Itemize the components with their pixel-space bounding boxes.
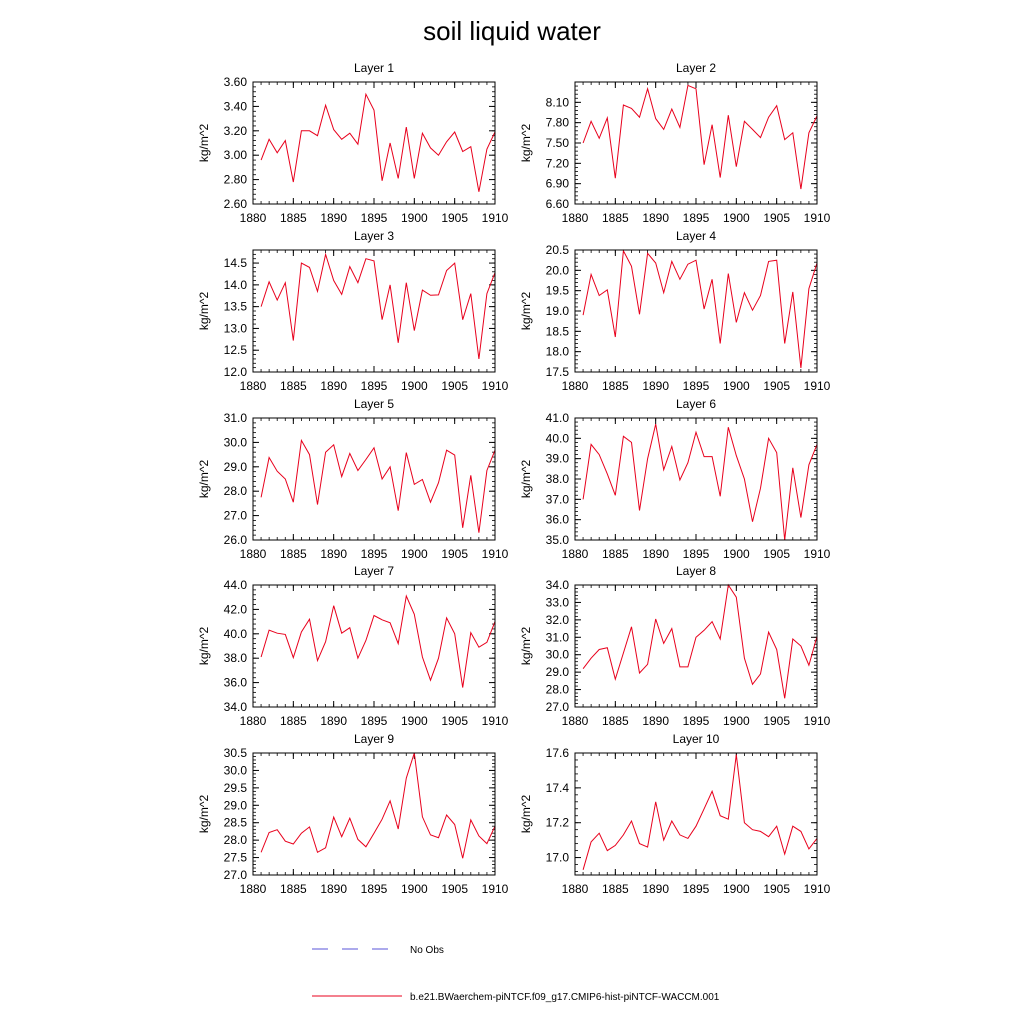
chart-1-ylabel: kg/m^2	[197, 123, 211, 163]
chart-8-y-tick-label: 30.0	[545, 647, 569, 662]
chart-3-panel	[197, 229, 509, 393]
chart-6-frame	[575, 418, 817, 540]
chart-10-y-tick-label: 17.4	[545, 780, 569, 795]
chart-10-x-tick-label: 1905	[763, 882, 791, 896]
chart-6-y-tick-label: 38.0	[545, 472, 569, 486]
chart-1-x-tick-label: 1910	[481, 211, 509, 225]
chart-5-x-tick-label: 1905	[441, 547, 469, 561]
chart-4-x-tick-label: 1880	[561, 379, 589, 393]
chart-1-x-tick-label: 1880	[239, 211, 267, 225]
chart-8-ylabel: kg/m^2	[519, 626, 533, 666]
chart-3-y-tick-label: 14.5	[223, 256, 247, 271]
chart-9-x-tick-label: 1900	[400, 882, 428, 896]
chart-1-y-tick-label: 3.00	[223, 148, 247, 163]
chart-6-x-tick-label: 1910	[803, 547, 831, 561]
chart-2-y-tick-label: 7.50	[545, 136, 569, 150]
chart-3-ylabel: kg/m^2	[197, 291, 211, 331]
chart-5-y-tick-label: 27.0	[223, 508, 247, 523]
chart-7-x-tick-label: 1895	[360, 714, 388, 728]
chart-9-y-tick-label: 29.0	[223, 798, 247, 813]
chart-4-ylabel: kg/m^2	[519, 291, 533, 331]
chart-6-x-tick-label: 1895	[682, 547, 710, 561]
chart-6-series-line	[583, 424, 817, 540]
chart-1-x-tick-label: 1890	[320, 211, 348, 225]
chart-8-y-tick-label: 32.0	[545, 612, 569, 627]
chart-5-x-tick-label: 1885	[279, 547, 307, 561]
chart-10-x-tick-label: 1895	[682, 882, 710, 896]
chart-3-x-tick-label: 1885	[279, 379, 307, 393]
chart-3-x-tick-label: 1880	[239, 379, 267, 393]
chart-9-x-tick-label: 1905	[441, 882, 469, 896]
chart-2-y-tick-label: 6.60	[545, 197, 569, 211]
chart-6-y-tick-label: 40.0	[545, 431, 569, 446]
chart-7-y-tick-label: 40.0	[223, 626, 247, 641]
chart-8-x-tick-label: 1905	[763, 714, 791, 728]
chart-8-x-tick-label: 1910	[803, 714, 831, 728]
chart-7-y-tick-label: 42.0	[223, 602, 247, 617]
chart-9-y-tick-label: 27.5	[223, 850, 247, 865]
chart-7-series-line	[261, 596, 495, 688]
chart-2-x-tick-label: 1890	[642, 211, 670, 225]
chart-10-panel	[519, 732, 831, 896]
chart-10-x-tick-label: 1880	[561, 882, 589, 896]
chart-6-x-tick-label: 1885	[601, 547, 629, 561]
chart-3-x-tick-label: 1905	[441, 379, 469, 393]
chart-2-x-tick-label: 1895	[682, 211, 710, 225]
chart-1-y-tick-label: 3.20	[223, 123, 247, 138]
chart-9-x-tick-label: 1895	[360, 882, 388, 896]
chart-8-x-tick-label: 1900	[722, 714, 750, 728]
chart-2-ylabel: kg/m^2	[519, 123, 533, 163]
chart-5-x-tick-label: 1910	[481, 547, 509, 561]
chart-panels	[197, 61, 831, 896]
chart-9-title: Layer 9	[353, 732, 395, 746]
chart-5-y-tick-label: 29.0	[223, 459, 247, 474]
chart-9-ylabel: kg/m^2	[197, 794, 211, 834]
chart-4-title: Layer 4	[675, 229, 717, 243]
chart-3-y-tick-label: 14.0	[223, 277, 247, 292]
chart-6-x-tick-label: 1900	[722, 547, 750, 561]
chart-10-ylabel: kg/m^2	[519, 794, 533, 834]
chart-8-frame	[575, 585, 817, 707]
chart-10-y-tick-label: 17.2	[545, 815, 569, 830]
chart-8-x-tick-label: 1880	[561, 714, 589, 728]
chart-3-series-line	[261, 254, 495, 359]
chart-7-x-tick-label: 1900	[400, 714, 428, 728]
chart-10-series-line	[583, 755, 817, 870]
chart-4-y-tick-label: 20.5	[545, 243, 569, 257]
chart-3-y-tick-label: 13.0	[223, 321, 247, 336]
chart-7-y-tick-label: 36.0	[223, 675, 247, 690]
chart-7-x-tick-label: 1890	[320, 714, 348, 728]
chart-8-title: Layer 8	[675, 564, 717, 578]
chart-2-x-tick-label: 1885	[601, 211, 629, 225]
chart-3-x-tick-label: 1900	[400, 379, 428, 393]
chart-10-frame	[575, 753, 817, 875]
chart-9-x-tick-label: 1885	[279, 882, 307, 896]
chart-5-panel	[197, 397, 509, 561]
chart-3-x-tick-label: 1910	[481, 379, 509, 393]
chart-8-series-line	[583, 585, 817, 698]
chart-1-series-line	[261, 94, 495, 192]
chart-6-x-tick-label: 1905	[763, 547, 791, 561]
chart-8-y-tick-label: 34.0	[545, 578, 569, 592]
chart-6-y-tick-label: 36.0	[545, 512, 569, 527]
chart-7-x-tick-label: 1885	[279, 714, 307, 728]
chart-5-x-tick-label: 1895	[360, 547, 388, 561]
chart-9-y-tick-label: 30.5	[223, 746, 247, 760]
chart-10-title: Layer 10	[672, 732, 720, 746]
chart-4-x-tick-label: 1885	[601, 379, 629, 393]
chart-2-series-line	[583, 85, 817, 189]
chart-8-y-tick-label: 33.0	[545, 595, 569, 610]
chart-1-panel	[197, 61, 509, 225]
chart-4-x-tick-label: 1890	[642, 379, 670, 393]
chart-2-x-tick-label: 1900	[722, 211, 750, 225]
chart-1-y-tick-label: 2.80	[223, 172, 247, 187]
legend-model-label: b.e21.BWaerchem-piNTCF.f09_g17.CMIP6-hist-piNTCF-WACCM.001	[410, 992, 720, 1003]
chart-4-y-tick-label: 18.0	[545, 344, 569, 359]
chart-7-x-tick-label: 1910	[481, 714, 509, 728]
chart-3-title: Layer 3	[353, 229, 395, 243]
chart-10-x-tick-label: 1885	[601, 882, 629, 896]
chart-3-x-tick-label: 1895	[360, 379, 388, 393]
chart-9-frame	[253, 753, 495, 875]
chart-8-x-tick-label: 1895	[682, 714, 710, 728]
chart-10-x-tick-label: 1900	[722, 882, 750, 896]
chart-2-x-tick-label: 1910	[803, 211, 831, 225]
chart-5-series-line	[261, 440, 495, 532]
chart-8-x-tick-label: 1885	[601, 714, 629, 728]
chart-7-x-tick-label: 1905	[441, 714, 469, 728]
chart-5-y-tick-label: 31.0	[223, 411, 247, 425]
chart-5-x-tick-label: 1880	[239, 547, 267, 561]
chart-1-y-tick-label: 3.40	[223, 99, 247, 114]
chart-6-x-tick-label: 1890	[642, 547, 670, 561]
chart-7-ylabel: kg/m^2	[197, 626, 211, 666]
chart-9-x-tick-label: 1910	[481, 882, 509, 896]
chart-2-x-tick-label: 1905	[763, 211, 791, 225]
chart-5-x-tick-label: 1900	[400, 547, 428, 561]
chart-3-y-tick-label: 12.0	[223, 365, 247, 379]
chart-3-x-tick-label: 1890	[320, 379, 348, 393]
chart-2-y-tick-label: 7.80	[545, 115, 569, 130]
chart-2-title: Layer 2	[675, 61, 717, 75]
chart-8-panel	[519, 564, 831, 728]
chart-6-ylabel: kg/m^2	[519, 459, 533, 499]
chart-8-x-tick-label: 1890	[642, 714, 670, 728]
chart-4-x-tick-label: 1905	[763, 379, 791, 393]
chart-1-y-tick-label: 3.60	[223, 75, 247, 89]
chart-5-y-tick-label: 30.0	[223, 435, 247, 450]
chart-6-panel	[519, 397, 831, 561]
chart-2-y-tick-label: 8.10	[545, 95, 569, 110]
chart-2-panel	[519, 61, 831, 225]
chart-9-y-tick-label: 30.0	[223, 763, 247, 778]
chart-1-y-tick-label: 2.60	[223, 197, 247, 211]
chart-9-y-tick-label: 28.5	[223, 815, 247, 830]
chart-9-y-tick-label: 29.5	[223, 780, 247, 795]
chart-4-y-tick-label: 19.0	[545, 304, 569, 318]
chart-4-y-tick-label: 19.5	[545, 283, 569, 298]
chart-1-x-tick-label: 1905	[441, 211, 469, 225]
chart-5-y-tick-label: 28.0	[223, 484, 247, 499]
chart-2-frame	[575, 82, 817, 204]
chart-10-y-tick-label: 17.6	[545, 746, 569, 760]
chart-6-y-tick-label: 37.0	[545, 492, 569, 507]
chart-3-y-tick-label: 13.5	[223, 299, 247, 314]
chart-1-x-tick-label: 1895	[360, 211, 388, 225]
chart-6-x-tick-label: 1880	[561, 547, 589, 561]
chart-2-y-tick-label: 6.90	[545, 176, 569, 191]
chart-9-y-tick-label: 28.0	[223, 833, 247, 848]
chart-10-y-tick-label: 17.0	[545, 850, 569, 865]
chart-8-y-tick-label: 31.0	[545, 630, 569, 645]
chart-7-panel	[197, 564, 509, 728]
chart-4-y-tick-label: 20.0	[545, 263, 569, 278]
chart-8-y-tick-label: 28.0	[545, 682, 569, 697]
chart-5-frame	[253, 418, 495, 540]
chart-4-y-tick-label: 17.5	[545, 365, 569, 379]
chart-5-ylabel: kg/m^2	[197, 459, 211, 499]
chart-4-x-tick-label: 1910	[803, 379, 831, 393]
chart-3-y-tick-label: 12.5	[223, 343, 247, 358]
chart-4-panel	[519, 229, 831, 393]
chart-4-x-tick-label: 1900	[722, 379, 750, 393]
chart-5-title: Layer 5	[353, 397, 395, 411]
legend-obs-label: No Obs	[410, 945, 444, 956]
chart-1-x-tick-label: 1900	[400, 211, 428, 225]
chart-6-y-tick-label: 35.0	[545, 533, 569, 547]
chart-7-y-tick-label: 44.0	[223, 578, 247, 592]
chart-9-series-line	[261, 753, 495, 858]
chart-6-y-tick-label: 41.0	[545, 411, 569, 425]
chart-7-title: Layer 7	[353, 564, 395, 578]
chart-8-y-tick-label: 29.0	[545, 665, 569, 680]
chart-10-x-tick-label: 1910	[803, 882, 831, 896]
chart-5-y-tick-label: 26.0	[223, 533, 247, 547]
page-title: soil liquid water	[423, 16, 601, 46]
chart-6-y-tick-label: 39.0	[545, 451, 569, 466]
chart-5-x-tick-label: 1890	[320, 547, 348, 561]
chart-9-y-tick-label: 27.0	[223, 868, 247, 882]
legend	[312, 945, 720, 1003]
chart-9-x-tick-label: 1890	[320, 882, 348, 896]
chart-9-panel	[197, 732, 509, 896]
chart-9-x-tick-label: 1880	[239, 882, 267, 896]
chart-7-x-tick-label: 1880	[239, 714, 267, 728]
chart-2-y-tick-label: 7.20	[545, 156, 569, 171]
chart-10-x-tick-label: 1890	[642, 882, 670, 896]
chart-4-y-tick-label: 18.5	[545, 324, 569, 339]
chart-1-title: Layer 1	[353, 61, 395, 75]
chart-7-y-tick-label: 38.0	[223, 651, 247, 666]
chart-4-series-line	[583, 251, 817, 368]
chart-6-title: Layer 6	[675, 397, 717, 411]
chart-4-x-tick-label: 1895	[682, 379, 710, 393]
chart-7-y-tick-label: 34.0	[223, 700, 247, 714]
chart-8-y-tick-label: 27.0	[545, 700, 569, 714]
chart-2-x-tick-label: 1880	[561, 211, 589, 225]
chart-1-x-tick-label: 1885	[279, 211, 307, 225]
